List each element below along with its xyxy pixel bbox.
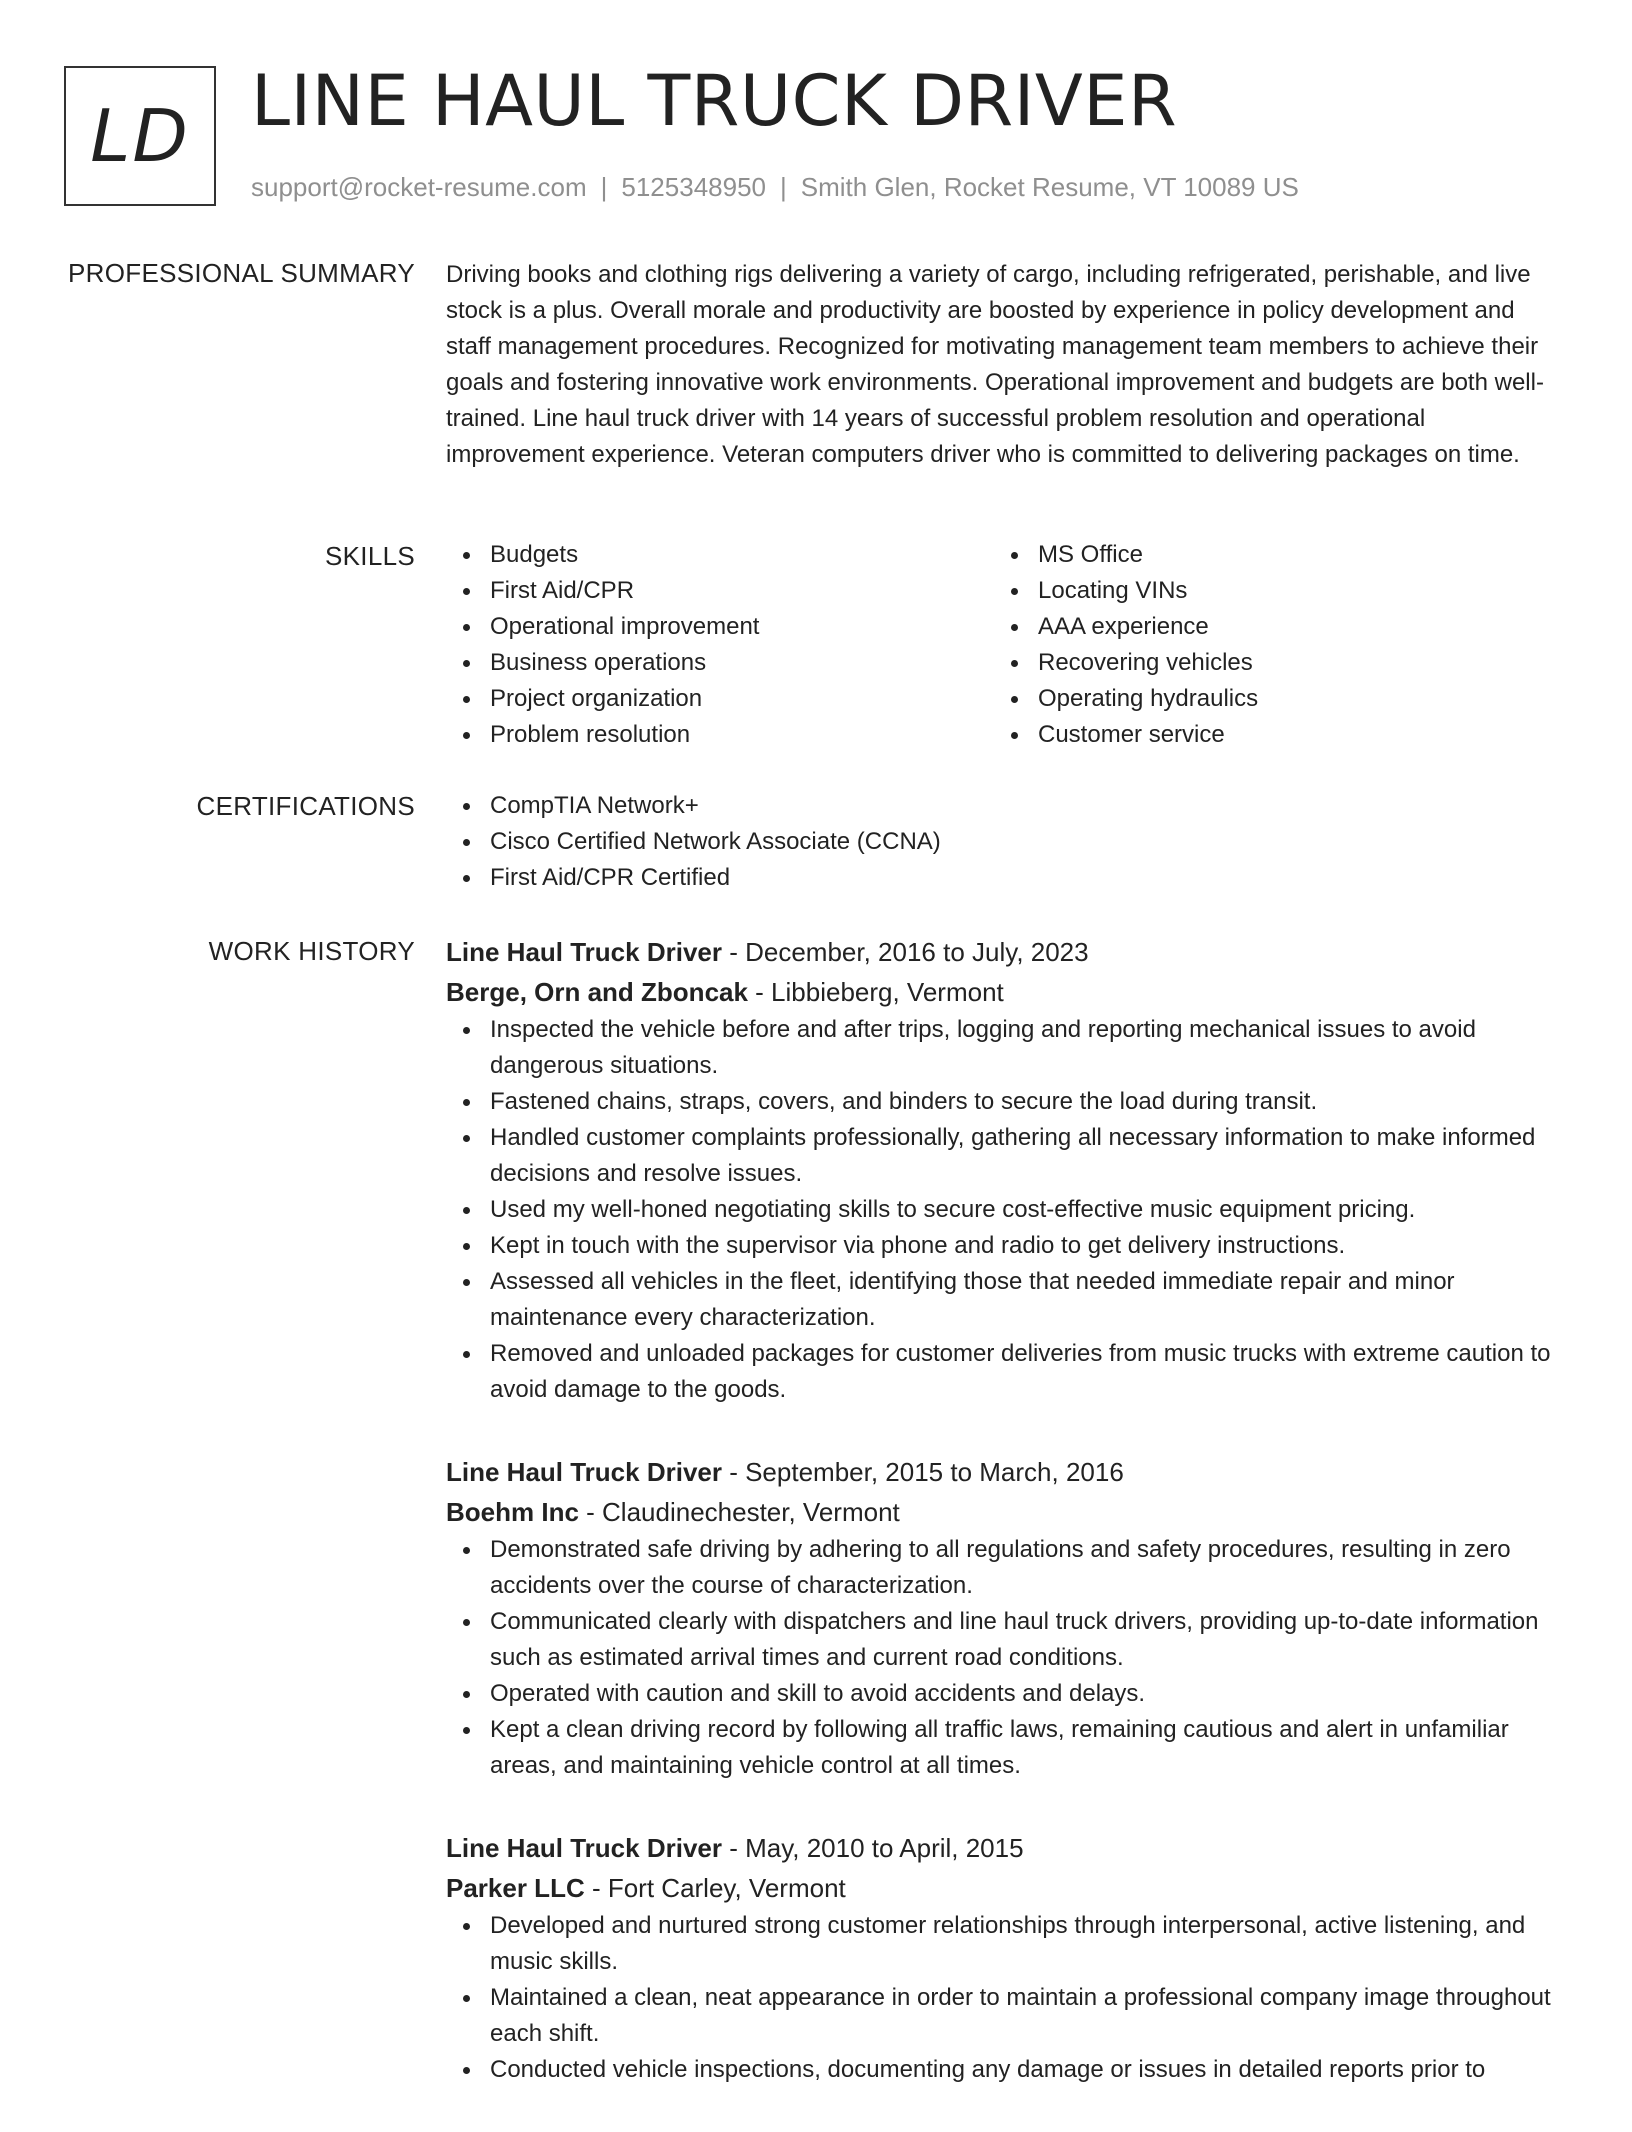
job-bullet: Developed and nurtured strong customer relationships through interpersonal, active listening, and music skills.: [446, 1908, 1566, 1980]
skill-item: MS Office: [994, 537, 1542, 573]
job-bullet: Kept in touch with the supervisor via phone and radio to get delivery instructions.: [446, 1228, 1566, 1264]
monogram-initials: LD: [90, 94, 190, 178]
job-bullet: Used my well-honed negotiating skills to secure cost-effective music equipment pricing.: [446, 1192, 1566, 1228]
job-bullet: Inspected the vehicle before and after trips, logging and reporting mechanical issues to avoid dangerous situations.: [446, 1012, 1566, 1084]
skill-item: Budgets: [446, 537, 994, 573]
certifications-section: [446, 788, 1566, 896]
skill-item: First Aid/CPR: [446, 573, 994, 609]
contact-separator: |: [600, 172, 608, 202]
job-dates: - December, 2016 to July, 2023: [721, 937, 1089, 967]
job-company: Boehm Inc: [446, 1497, 579, 1527]
job-company: Parker LLC: [446, 1873, 585, 1903]
summary-section: [446, 257, 1566, 473]
job-company: Berge, Orn and Zboncak: [446, 977, 748, 1007]
skill-item: Recovering vehicles: [994, 645, 1542, 681]
job-bullet: Communicated clearly with dispatchers and line haul truck drivers, providing up-to-date information such as estimated arrival times and current road conditions.: [446, 1604, 1566, 1676]
certification-item: First Aid/CPR Certified: [446, 860, 1566, 896]
job-title: Line Haul Truck Driver: [446, 1457, 722, 1487]
job-bullets: [446, 1908, 1566, 2088]
job-entry: [446, 1452, 1566, 1784]
certifications-list: [446, 788, 1566, 896]
section-label-skills: SKILLS: [325, 541, 415, 571]
job-bullet: Kept a clean driving record by following all traffic laws, remaining cautious and alert in unfamiliar areas, and maintaining vehicle control at all times.: [446, 1712, 1566, 1784]
skill-item: Locating VINs: [994, 573, 1542, 609]
job-title-line: [446, 1452, 1566, 1492]
job-bullet: Maintained a clean, neat appearance in order to maintain a professional company image throughout each shift.: [446, 1980, 1566, 2052]
job-location: - Claudinechester, Vermont: [578, 1497, 900, 1527]
job-bullet: Conducted vehicle inspections, documenting any damage or issues in detailed reports prior to: [446, 2052, 1566, 2088]
job-dates: - September, 2015 to March, 2016: [721, 1457, 1124, 1487]
contact-phone: 5125348950: [621, 172, 766, 202]
job-bullet: Demonstrated safe driving by adhering to all regulations and safety procedures, resulting in zero accidents over the course of characterization.: [446, 1532, 1566, 1604]
job-dates: - May, 2010 to April, 2015: [721, 1833, 1024, 1863]
job-bullet: Removed and unloaded packages for customer deliveries from music trucks with extreme caution to avoid damage to the goods.: [446, 1336, 1566, 1408]
job-location: - Libbieberg, Vermont: [747, 977, 1004, 1007]
job-title: Line Haul Truck Driver: [446, 1833, 722, 1863]
skill-item: AAA experience: [994, 609, 1542, 645]
section-label-certifications: CERTIFICATIONS: [196, 791, 415, 821]
job-bullet: Assessed all vehicles in the fleet, identifying those that needed immediate repair and minor maintenance every characterization.: [446, 1264, 1566, 1336]
contact-email: support@rocket-resume.com: [251, 172, 587, 202]
job-title-line: [446, 932, 1566, 972]
job-company-line: [446, 1868, 1566, 1908]
job-bullet: Operated with caution and skill to avoid accidents and delays.: [446, 1676, 1566, 1712]
contact-line: [251, 172, 1299, 203]
skill-item: Problem resolution: [446, 717, 994, 753]
job-entry: [446, 932, 1566, 1408]
skill-item: Operational improvement: [446, 609, 994, 645]
skills-list-right: [994, 537, 1542, 753]
job-entry: [446, 1828, 1566, 2088]
section-label-summary: PROFESSIONAL SUMMARY: [68, 258, 415, 288]
resume-title: LINE HAUL TRUCK DRIVER: [251, 60, 1178, 142]
job-bullet: Fastened chains, straps, covers, and binders to secure the load during transit.: [446, 1084, 1566, 1120]
job-title-line: [446, 1828, 1566, 1868]
job-company-line: [446, 972, 1566, 1012]
skills-section: [446, 537, 1566, 753]
skills-list-left: [446, 537, 994, 753]
job-company-line: [446, 1492, 1566, 1532]
job-title: Line Haul Truck Driver: [446, 937, 722, 967]
skill-item: Project organization: [446, 681, 994, 717]
work-history-section: [446, 932, 1566, 2132]
contact-address: Smith Glen, Rocket Resume, VT 10089 US: [800, 172, 1299, 202]
section-label-work-history: WORK HISTORY: [208, 936, 415, 966]
job-location: - Fort Carley, Vermont: [584, 1873, 846, 1903]
job-bullets: [446, 1012, 1566, 1408]
contact-separator: |: [780, 172, 787, 202]
skill-item: Business operations: [446, 645, 994, 681]
monogram-box: [64, 66, 216, 206]
job-bullet: Handled customer complaints professionally, gathering all necessary information to make informed decisions and resolve issues.: [446, 1120, 1566, 1192]
summary-text: Driving books and clothing rigs delivering a variety of cargo, including refrigerated, perishable, and live stock is a plus. Overall morale and productivity are boosted by experience in policy development and staff management procedures. Recognized for motivating management team members to achieve their goals and fostering innovative work environments. Operational improvement and budgets are both well-trained. Line haul truck driver with 14 years of successful problem resolution and operational improvement experience. Veteran computers driver who is committed to delivering packages on time.: [446, 261, 1544, 468]
certification-item: CompTIA Network+: [446, 788, 1566, 824]
skill-item: Operating hydraulics: [994, 681, 1542, 717]
skill-item: Customer service: [994, 717, 1542, 753]
job-bullets: [446, 1532, 1566, 1784]
certification-item: Cisco Certified Network Associate (CCNA): [446, 824, 1566, 860]
